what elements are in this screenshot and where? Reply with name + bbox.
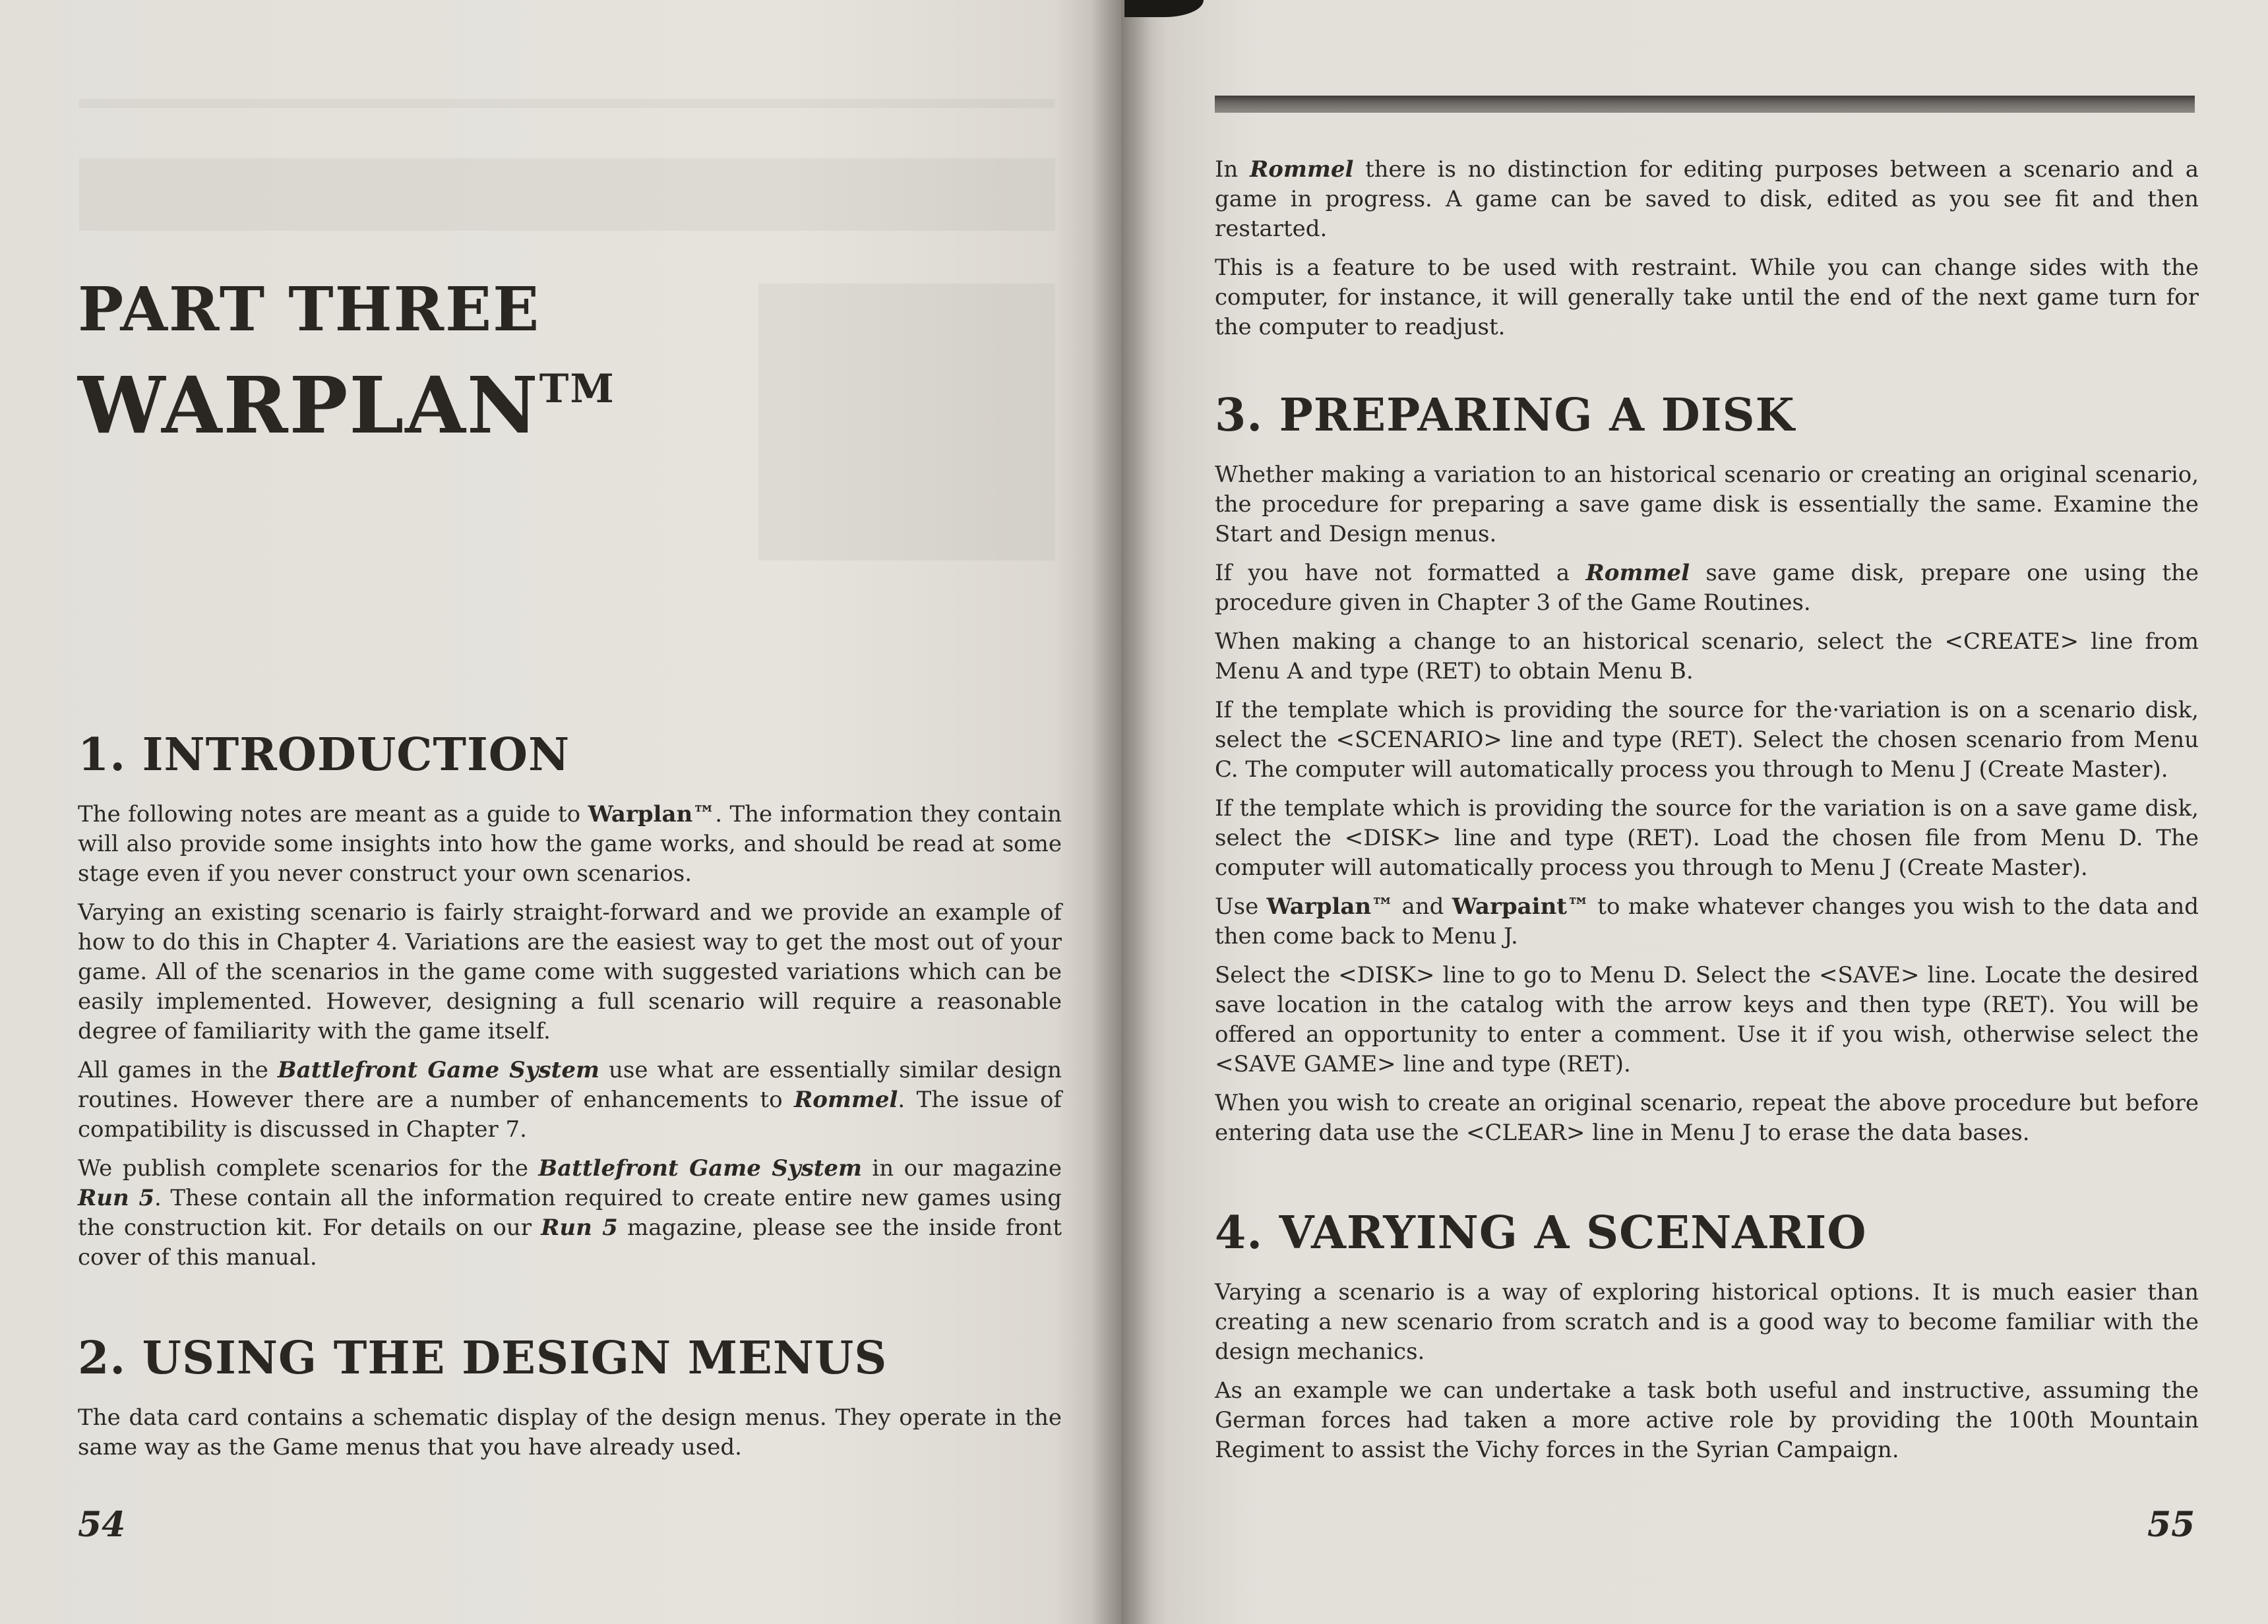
rommel-term: Rommel [1249, 156, 1354, 183]
section-introduction [78, 729, 1062, 1282]
section-varying-scenario [1215, 1207, 2199, 1474]
disk-paragraph-7: Select the <DISK> line to go to Menu D. Select the <SAVE> line. Locate the desired save location in the catalog with the arrow keys and then type (RET). You will be offered an opportunity to enter a comment. Use it if you wish, otherwise select the <SAVE GAME> line and type (RET). [1215, 962, 2199, 1077]
warplan-term: Warplan™ [588, 801, 716, 827]
text-run: . The issue of compatibility is discussed in Chapter 7. [78, 1087, 1062, 1143]
preparing-disk-heading: 3. PREPARING A DISK [1215, 389, 1795, 442]
rommel-term: Rommel [1585, 560, 1690, 586]
run5-term: Run 5 [78, 1185, 154, 1211]
continuation-paragraph-1 [1215, 155, 2199, 244]
page-number-right: 55 [2147, 1505, 2195, 1545]
battlefront-term: Battlefront Game System [538, 1155, 863, 1182]
vary-paragraph-1: Varying a scenario is a way of exploring historical options. It is much easier than creating a new scenario from scratch and is a good way to become familiar with the design mechanics. [1215, 1279, 2199, 1365]
page-number-left: 54 [78, 1505, 126, 1545]
battlefront-term: Battlefront Game System [277, 1057, 599, 1083]
warpaint-term: Warpaint™ [1452, 893, 1590, 920]
disk-paragraph-4: If the template which is providing the source for the·variation is on a scenario disk, select the <SCENARIO> line and type (RET). Select the chosen scenario from Menu C. The computer will automatically process you through to Menu J (Create Master). [1215, 697, 2199, 783]
design-menus-paragraph: The data card contains a schematic display of the design menus. They operate in the same way as the Game menus that you have already used. [78, 1404, 1062, 1460]
intro-paragraph-4 [78, 1154, 1062, 1273]
text-run: use what are essentially similar design routines. However there are a number of enhancements to [78, 1057, 1062, 1113]
intro-paragraph-1 [78, 800, 1062, 889]
section-design-menus [78, 1332, 1062, 1472]
disk-paragraph-8: When you wish to create an original scenario, repeat the above procedure but before entering data use the <CLEAR> line in Menu J to erase the data bases. [1215, 1090, 2199, 1146]
continuation-paragraph-2: This is a feature to be used with restraint. While you can change sides with the computer, for instance, it will generally take until the end of the next game turn for the computer to readjust. [1215, 255, 2199, 340]
section-preparing-disk [1215, 389, 2199, 1157]
part-label: PART THREE [78, 274, 541, 345]
text-run: in our magazine [862, 1155, 1062, 1182]
section-continuation [1215, 155, 2199, 351]
intro-paragraph-2: Varying an existing scenario is fairly straight-forward and we provide an example of how to do this in Chapter 4. Variations are the easiest way to get the most out of your game. All of the scenarios in the game come with suggested variations which can be easily implemented. However, designing a full scenario will require a reasonable degree of familiarity with the game itself. [78, 899, 1062, 1044]
text-run: and [1394, 893, 1452, 920]
gutter-shadow [1091, 0, 1151, 1624]
disk-paragraph-6 [1215, 892, 2199, 951]
trademark-mark: TM [539, 366, 615, 412]
vary-paragraph-2: As an example we can undertake a task both useful and instructive, assuming the German forces had taken a more active role by providing the 100th Mountain Regiment to assist the Vichy forces in the Syrian Campaign. [1215, 1377, 2199, 1463]
disk-paragraph-5: If the template which is providing the source for the variation is on a save game disk, select the <DISK> line and type (RET). Load the chosen file from Menu D. The computer will automatically process you through to Menu J (Create Master). [1215, 795, 2199, 881]
text-run: The following notes are meant as a guide to [78, 801, 588, 827]
text-run: . The information they contain will also provide some insights into how the game works, and should be read at some stage even if you never construct your own scenarios. [78, 801, 1062, 887]
header-rule [1215, 96, 2195, 113]
disk-paragraph-1: Whether making a variation to an historical scenario or creating an original scenario, the procedure for preparing a save game disk is essentially the same. Examine the Start and Design menus. [1215, 462, 2199, 547]
text-run: save game disk, prepare one using the procedure given in Chapter 3 of the Game Routines. [1215, 560, 2199, 616]
text-run: there is no distinction for editing purposes between a scenario and a game in progress. A game can be saved to disk, edited as you see fit and then restarted. [1215, 156, 2199, 242]
chapter-title-text: WARPLAN [78, 359, 539, 451]
warplan-term: Warplan™ [1266, 893, 1394, 920]
introduction-heading: 1. INTRODUCTION [78, 729, 570, 781]
text-run: If you have not formatted a [1215, 560, 1586, 586]
text-run: magazine, please see the inside front cover of this manual. [78, 1215, 1062, 1271]
disk-paragraph-2 [1215, 558, 2199, 618]
text-run: We publish complete scenarios for the [78, 1155, 539, 1182]
varying-scenario-heading: 4. VARYING A SCENARIO [1215, 1207, 1867, 1259]
text-run: In [1215, 156, 1250, 183]
chapter-title [78, 359, 615, 451]
text-run: . These contain all the information required to create entire new games using the construction kit. For details on our [78, 1185, 1062, 1241]
text-run: Use [1215, 893, 1267, 920]
run5-term: Run 5 [541, 1215, 618, 1241]
intro-paragraph-3 [78, 1056, 1062, 1145]
disk-paragraph-3: When making a change to an historical scenario, select the <CREATE> line from Menu A and type (RET) to obtain Menu B. [1215, 628, 2199, 684]
text-run: All games in the [78, 1057, 278, 1083]
design-menus-heading: 2. USING THE DESIGN MENUS [78, 1332, 888, 1385]
text-run: to make whatever changes you wish to the data and then come back to Menu J. [1215, 893, 2199, 949]
rommel-term: Rommel [793, 1087, 898, 1113]
